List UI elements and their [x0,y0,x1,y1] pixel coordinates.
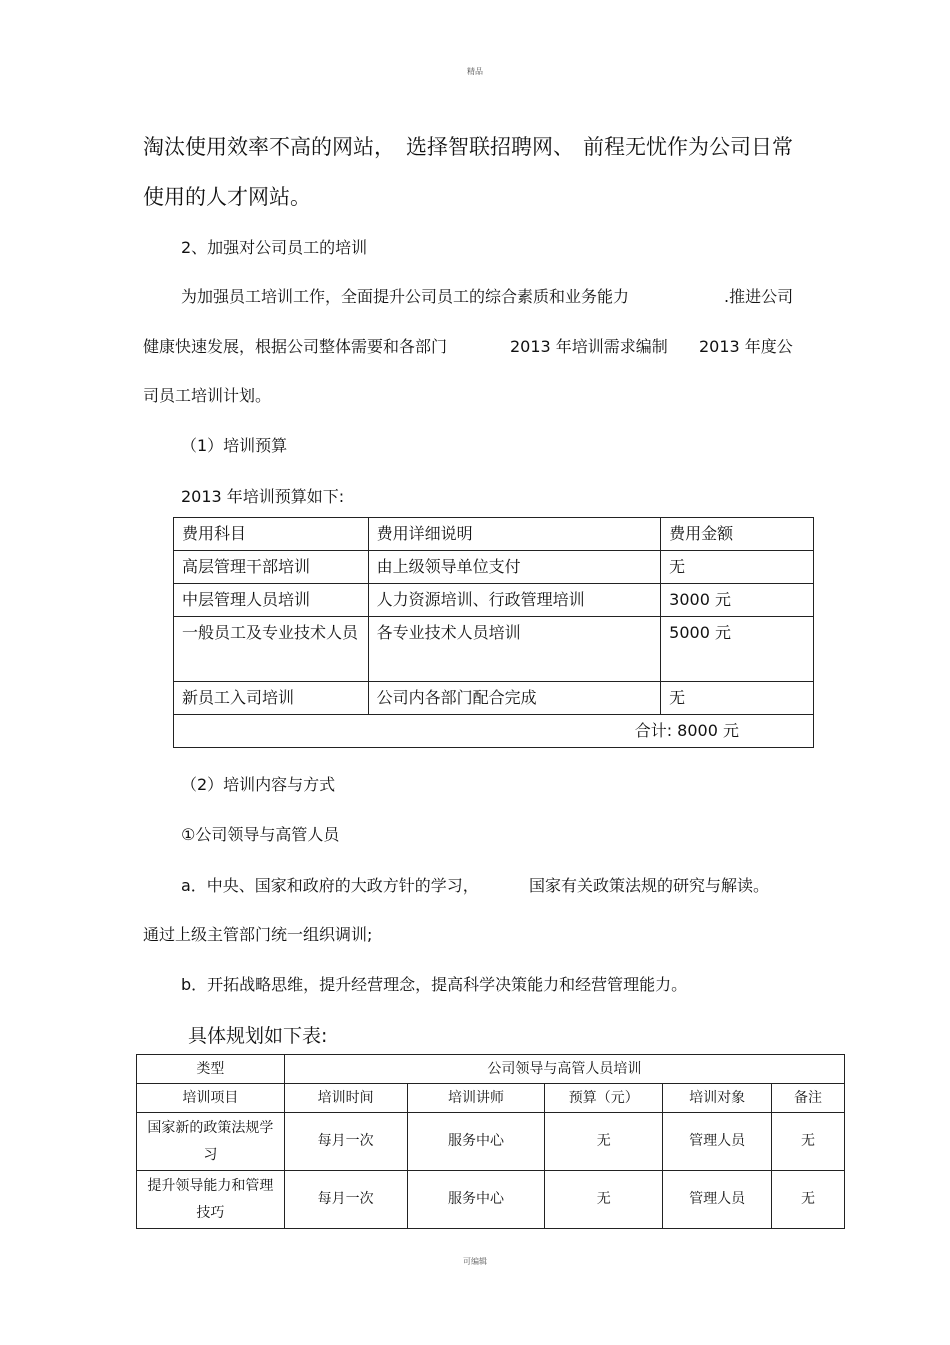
table-cell: 服务中心 [407,1171,545,1229]
table-row [174,682,814,715]
table-row [174,617,814,682]
table-cell: 公司内各部门配合完成 [368,682,661,715]
plan-table [136,1054,845,1229]
table-cell: 每月一次 [284,1171,407,1229]
footer-watermark: 可编辑 [463,1257,487,1266]
para1-line-1a: 为加强员工培训工作，全面提升公司员工的综合素质和业务能力 [181,287,630,306]
table-cell: 服务中心 [407,1113,545,1171]
table-cell: 3000 元 [661,584,814,617]
table-cell: 5000 元 [661,617,814,682]
plan-type-label: 类型 [137,1055,285,1084]
table-cell: 无 [772,1171,845,1229]
table-cell: 国家新的政策法规学习 [137,1113,285,1171]
para1-line-1b: .推进公司 [724,287,794,306]
table-row [174,551,814,584]
plan-intro: 具体规划如下表: [188,1025,328,1047]
table-cell: 中层管理人员培训 [174,584,369,617]
intro-line-1a: 淘汰使用效率不高的网站， [143,135,395,159]
table-cell: 各专业技术人员培训 [368,617,661,682]
table-row [137,1113,845,1171]
plan-type-row [137,1055,845,1084]
table-cell: 管理人员 [663,1171,772,1229]
para1-line-2a: 健康快速发展，根据公司整体需要和各部门 [143,337,448,356]
table-row [174,584,814,617]
table-cell: 管理人员 [663,1113,772,1171]
table-header-cell: 费用详细说明 [368,518,661,551]
table-header-cell: 备注 [772,1084,845,1113]
sub1-title: （1）培训预算 [181,436,288,455]
header-watermark: 精品 [467,67,483,76]
table-header-cell: 培训讲师 [407,1084,545,1113]
table-header-cell: 费用金额 [661,518,814,551]
intro-line-1c: 前程无忧作为公司日常 [583,135,793,159]
sub2-item-1: ①公司领导与高管人员 [181,825,340,844]
point-b: b．开拓战略思维，提升经营理念，提高科学决策能力和经营管理能力。 [181,975,688,994]
intro-line-2: 使用的人才网站。 [143,185,311,209]
intro-line-1b: 选择智联招聘网、 [406,135,574,159]
plan-type-value: 公司领导与高管人员培训 [284,1055,844,1084]
table-cell: 人力资源培训、行政管理培训 [368,584,661,617]
budget-table [173,517,814,748]
table-row [137,1171,845,1229]
table-header-row [174,518,814,551]
point-a-line-1a: a．中央、国家和政府的大政方针的学习， [181,876,479,895]
table-header-cell: 培训时间 [284,1084,407,1113]
para1-line-2b: 2013 年培训需求编制 [510,337,668,356]
table-cell: 提升领导能力和管理技巧 [137,1171,285,1229]
point-a-line-2: 通过上级主管部门统一组织调训; [143,925,373,944]
table-cell: 无 [545,1171,663,1229]
table-cell: 无 [545,1113,663,1171]
budget-intro: 2013 年培训预算如下: [181,487,345,506]
table-header-cell: 预算（元） [545,1084,663,1113]
table-cell: 新员工入司培训 [174,682,369,715]
table-cell: 由上级领导单位支付 [368,551,661,584]
table-cell: 高层管理干部培训 [174,551,369,584]
table-cell: 无 [772,1113,845,1171]
table-header-row [137,1084,845,1113]
table-cell: 一般员工及专业技术人员 [174,617,369,682]
table-total-cell: 合计: 8000 元 [174,715,814,748]
table-header-cell: 培训对象 [663,1084,772,1113]
table-cell: 无 [661,551,814,584]
table-header-cell: 费用科目 [174,518,369,551]
para1-line-3: 司员工培训计划。 [143,386,272,405]
point-a-line-1b: 国家有关政策法规的研究与解读。 [529,876,770,895]
para1-line-2c: 2013 年度公 [699,337,793,356]
table-cell: 每月一次 [284,1113,407,1171]
table-total-row [174,715,814,748]
sub2-title: （2）培训内容与方式 [181,775,336,794]
section-2-title: 2、加强对公司员工的培训 [181,238,368,257]
table-header-cell: 培训项目 [137,1084,285,1113]
table-cell: 无 [661,682,814,715]
